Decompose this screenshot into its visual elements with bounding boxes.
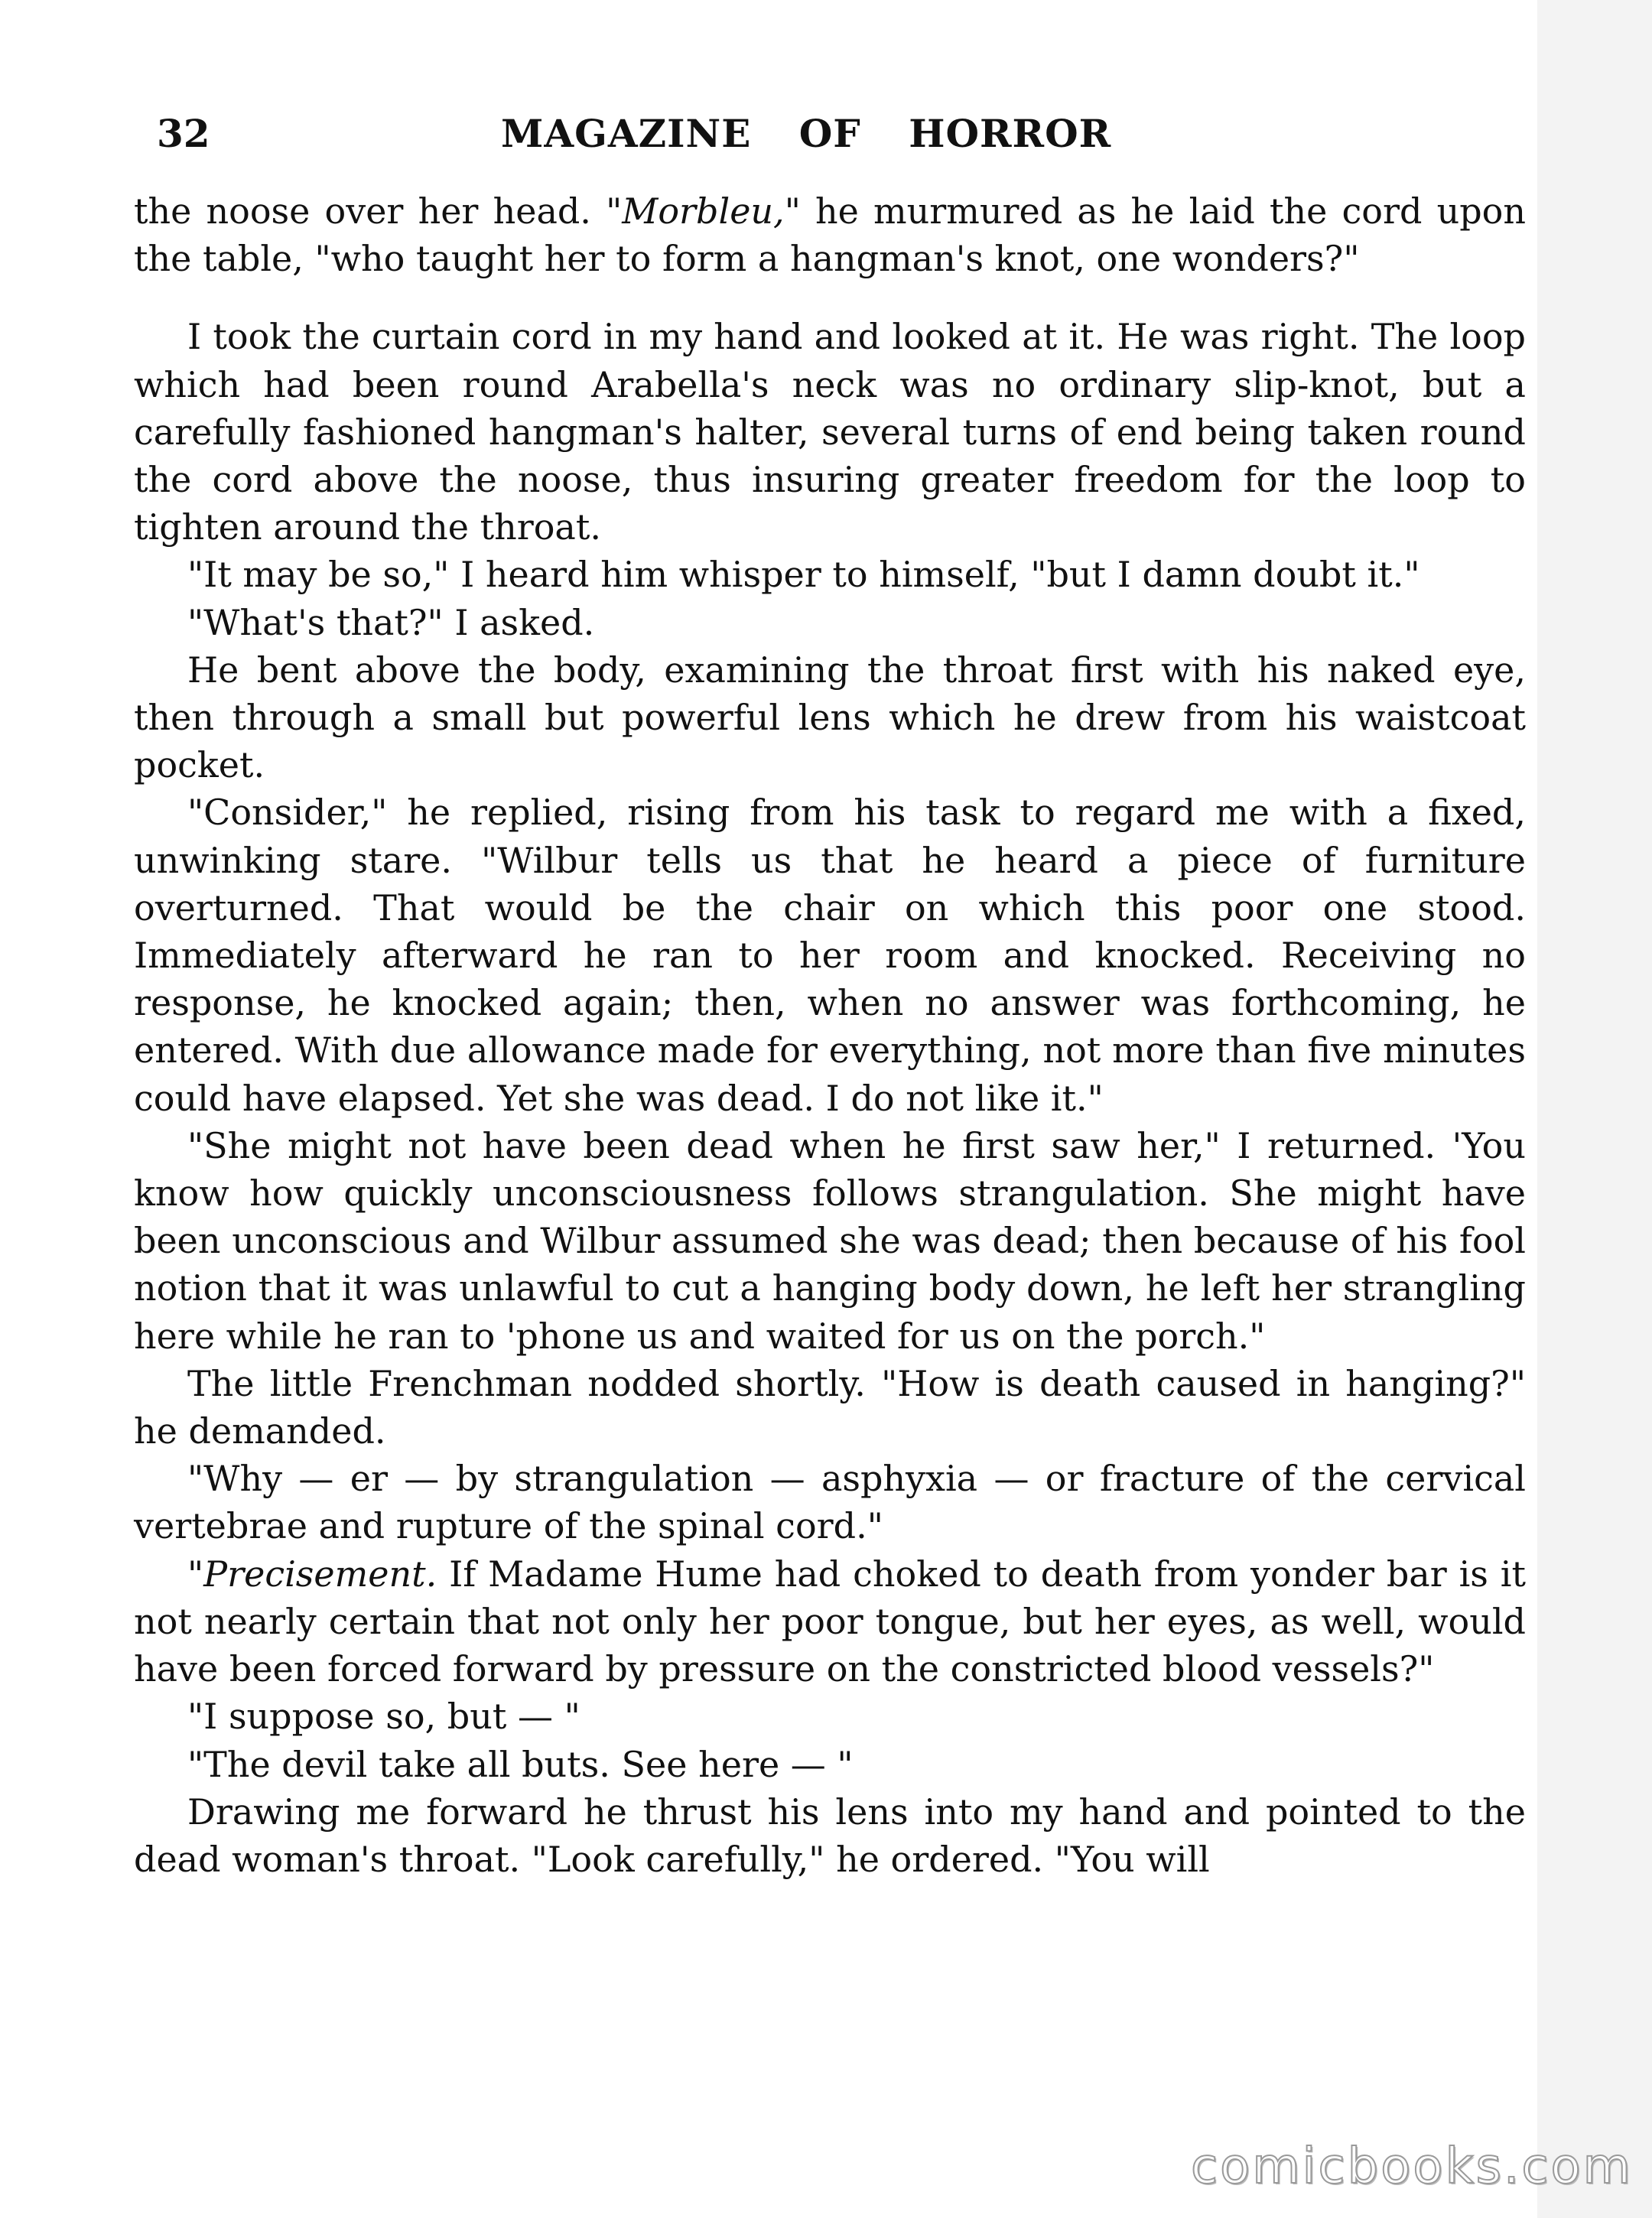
paragraph-4 xyxy=(134,646,1526,789)
story-body xyxy=(134,187,1526,1883)
text-run-italic: Morbleu, xyxy=(622,190,785,232)
text-run: If Madame Hume had choked to death from yonder bar is it not nearly certain that not only her poor tongue, but her eyes, as well, would have been forced forward by pressure on the constricted blood vessels?" xyxy=(134,1553,1526,1690)
text-run: Drawing me forward he thrust his lens into my hand and pointed to the dead woman's throat. "Look carefully," he ordered. "You will xyxy=(134,1790,1526,1880)
paragraph-12 xyxy=(134,1788,1526,1883)
paragraph-5 xyxy=(134,789,1526,1121)
scan-margin-strip xyxy=(1537,0,1652,2218)
running-head xyxy=(157,107,1273,161)
text-run-italic: Precisement. xyxy=(203,1553,437,1595)
page-number: 32 xyxy=(157,111,210,156)
text-run: "Why — er — by strangulation — asphyxia — or fracture of the cervical vertebrae and rupture of the spinal cord." xyxy=(134,1458,1526,1547)
text-run: He bent above the body, examining the throat first with his naked eye, then through a small but powerful lens which he drew from his waistcoat pocket. xyxy=(134,649,1526,786)
text-run: "Consider," he replied, rising from his task to regard me with a fixed, unwinking stare. "Wilbur tells us that he heard a piece of furniture overturned. That would be the chair on which this poor one stood. Immediately afterward he ran to her room and knocked. Receiving no response, he knocked again; then, when no answer was forthcoming, he entered. With due allowance made for everything, not more than five minutes could have elapsed. Yet she was dead. I do not like it." xyxy=(134,792,1526,1119)
magazine-page xyxy=(134,107,1526,2088)
paragraph-10 xyxy=(134,1693,1526,1740)
paragraph-9 xyxy=(134,1550,1526,1693)
text-run: "I suppose so, but — " xyxy=(187,1696,580,1738)
magazine-title: MAGAZINE OF HORROR xyxy=(501,111,1112,156)
paragraph-7 xyxy=(134,1360,1526,1455)
paragraph-3 xyxy=(134,599,1526,646)
paragraph-11 xyxy=(134,1741,1526,1788)
text-run: " he murmured as he laid the cord upon the table, "who taught her to form a hangman's knot, one wonders?" xyxy=(134,190,1526,280)
paragraph-2 xyxy=(134,551,1526,598)
text-run: "She might not have been dead when he first saw her," I returned. 'You know how quickly unconsciousness follows strangulation. She might have been unconscious and Wilbur assumed she was dead; then because of his fool notion that it was unlawful to cut a hanging body down, he left her strangling here while he ran to 'phone us and waited for us on the porch." xyxy=(134,1124,1526,1357)
paragraph-1 xyxy=(134,313,1526,551)
text-run: "What's that?" I asked. xyxy=(187,601,595,643)
text-run: " xyxy=(187,1553,204,1595)
text-run: the noose over her head. " xyxy=(134,190,623,232)
watermark: comicbooks.com xyxy=(1190,2138,1633,2195)
paragraph-6 xyxy=(134,1122,1526,1360)
text-run: I took the curtain cord in my hand and looked at it. He was right. The loop which had been round Arabella's neck was no ordinary slip-knot, but a carefully fashioned hangman's halter, several turns of end being taken round the cord above the noose, thus insuring greater freedom for the loop to tighten around the throat. xyxy=(134,316,1526,548)
paragraph-8 xyxy=(134,1455,1526,1550)
text-run: "It may be so," I heard him whisper to himself, "but I damn doubt it." xyxy=(187,554,1420,596)
text-run: "The devil take all buts. See here — " xyxy=(187,1743,854,1785)
text-run: The little Frenchman nodded shortly. "How is death caused in hanging?" he demanded. xyxy=(134,1362,1526,1452)
paragraph-0 xyxy=(134,187,1526,282)
